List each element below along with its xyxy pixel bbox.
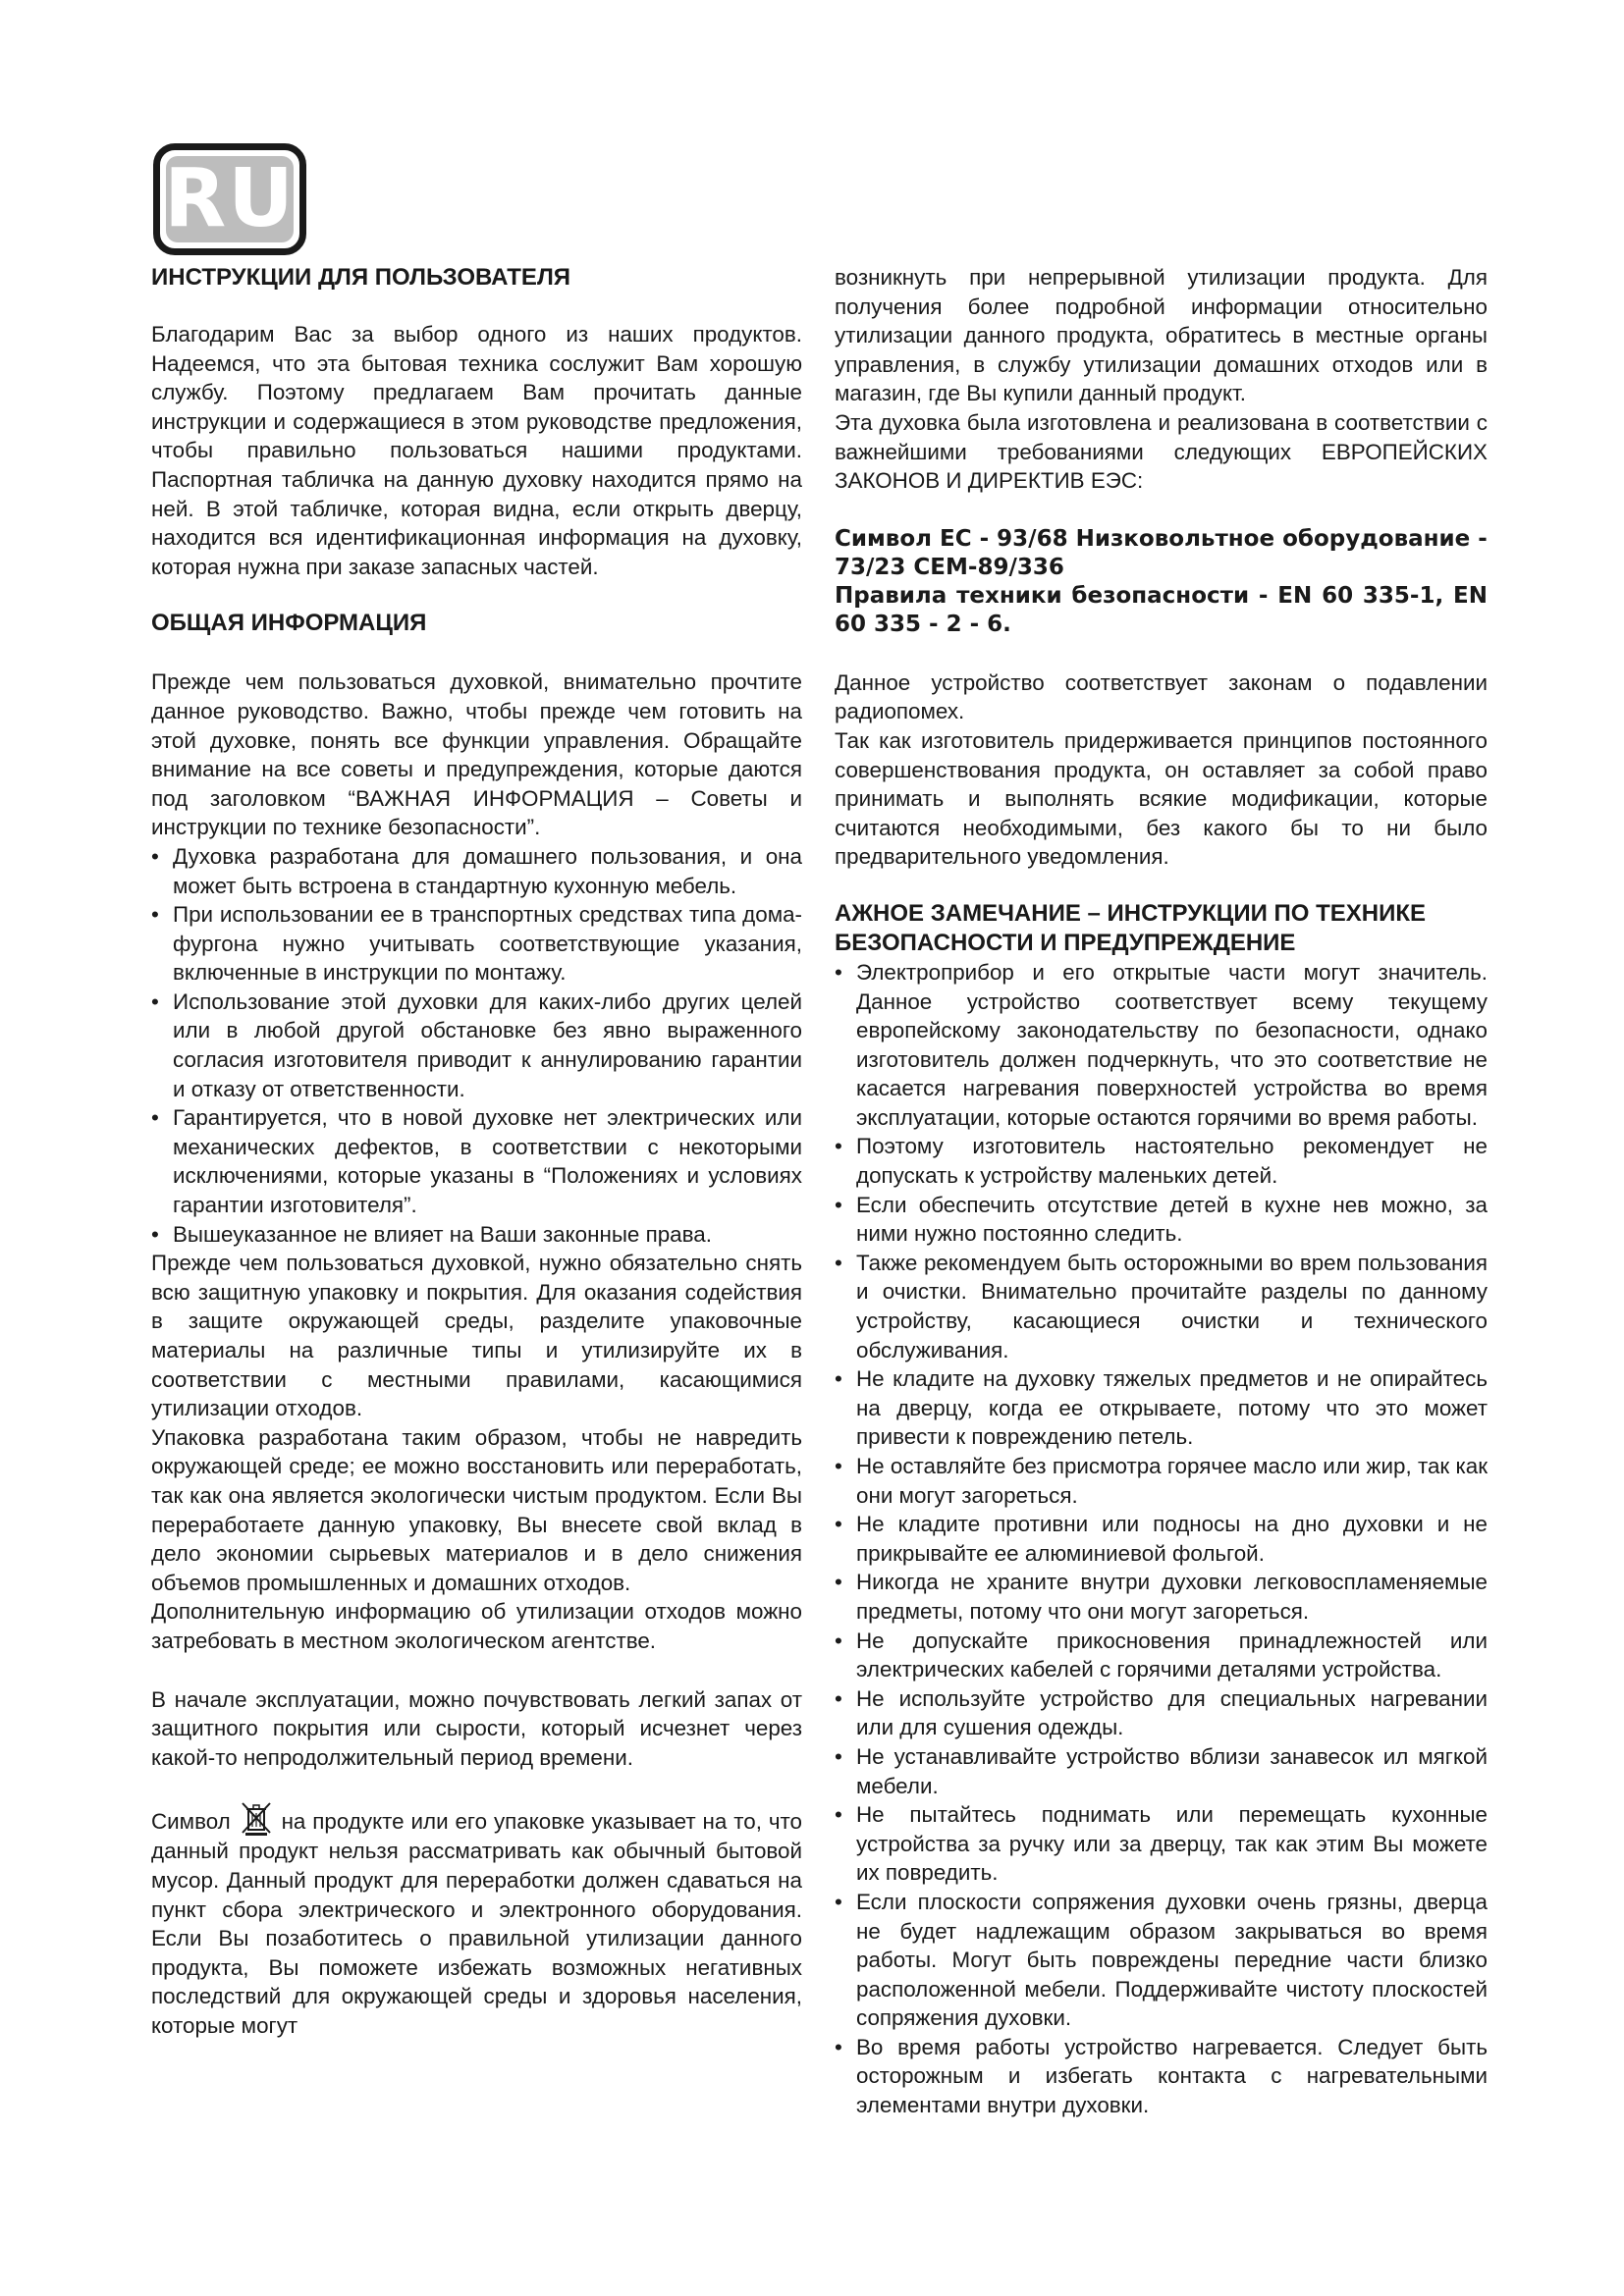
- conformity-paragraph: Эта духовка была изготовлена и реализована в соответствии с важнейшими требованиями следующих ЕВРОПЕЙСКИХ ЗАКОНОВ И ДИРЕКТИВ ЕЭС:: [835, 409, 1488, 494]
- radio-interference-paragraph: Данное устройство соответствует законам о подавлении радиопомех.: [835, 669, 1488, 724]
- left-column: [151, 263, 802, 2040]
- general-info-paragraph: Прежде чем пользоваться духовкой, внимательно прочтите данное руководство. Важно, чтобы прежде чем готовить на этой духовке, понять все функции управления. Обращайте внимание на все советы и предупреждения, которые даются под заголовком “ВАЖНАЯ ИНФОРМАЦИЯ – Советы и инструкции по технике безопасности”.: [151, 669, 802, 840]
- language-badge-label: RU: [164, 152, 296, 245]
- list-item: • Не пытайтесь поднимать или перемещать кухонные устройства за ручку или за дверцу, так как этим Вы можете их повредить.: [835, 1800, 1488, 1888]
- heading-safety-warnings: АЖНОЕ ЗАМЕЧАНИЕ – ИНСТРУКЦИИ ПО ТЕХНИКЕ БЕЗОПАСНОСТИ И ПРЕДУПРЕЖДЕНИЕ: [835, 899, 1426, 956]
- list-item: • Не оставляйте без присмотра горячее масло или жир, так как они могут загореться.: [835, 1452, 1488, 1510]
- directive-line-1: Символ ЕС - 93/68 Низковольтное оборудование - 73/23 CEM-89/336: [835, 525, 1488, 580]
- weee-text-before: Символ: [151, 1809, 231, 1835]
- list-item: • Во время работы устройство нагревается. Следует быть осторожным и избегать контакта с нагревательными элементами внутри духовки.: [835, 2033, 1488, 2120]
- intro-paragraph: Благодарим Вас за выбор одного из наших продуктов. Надеемся, что эта бытовая техника сослужит Вам хорошую службу. Поэтому предлагаем Вам прочитать данные инструкции и содержащиеся в этом руководстве предложения, чтобы правильно пользоваться нашими продуктами. Паспортная табличка на данную духовку находится прямо на ней. В этой табличке, которая видна, если открыть дверцу, находится вся идентификационная информация на духовку, которая нужна при заказе запасных частей.: [151, 322, 802, 579]
- rights-list: [151, 1220, 802, 1250]
- packaging-paragraph-1: Прежде чем пользоваться духовкой, нужно обязательно снять всю защитную упаковку и покрытия. Для оказания содействия в защите окружающей среды, разделите упаковочные материалы на различные типы и утилизируйте их в соответствии с местными правилами, касающимися утилизации отходов.: [151, 1251, 802, 1421]
- list-item: • При использовании ее в транспортных средствах типа дома-фургона нужно учитывать соответствующие указания, включенные в инструкции по монтажу.: [151, 900, 802, 988]
- list-item: • Поэтому изготовитель настоятельно рекомендует не допускать к устройству маленьких детей.: [835, 1132, 1488, 1190]
- packaging-paragraph-3: Дополнительную информацию об утилизации отходов можно затребовать в местном экологическом агентстве.: [151, 1599, 802, 1653]
- list-item: • Если плоскости сопряжения духовки очень грязны, дверца не будет надлежащим образом закрываться во время работы. Могут быть повреждены передние части близко расположенной мебели. Поддерживайте чистоту плоскостей сопряжения духовки.: [835, 1888, 1488, 2033]
- right-column: [835, 263, 1488, 2120]
- list-item: • Вышеуказанное не влияет на Ваши законные права.: [151, 1220, 802, 1250]
- disposal-continuation-paragraph: возникнуть при непрерывной утилизации продукта. Для получения более подробной информации относительно утилизации данного продукта, обратитесь в местные органы управления, в службу утилизации домашних отходов или в магазин, где Вы купили данный продукт.: [835, 265, 1488, 406]
- weee-text-after: на продукте или его упаковке указывает на то, что данный продукт нельзя рассматривать как обычный бытовой мусор. Данный продукт для переработки должен сдаваться на пункт сбора электрического и электронного оборудования. Если Вы позаботитесь о правильной утилизации данного продукта, Вы поможете избежать возможных негативных последствий для окружающей среды и здоровья населения, которые могут: [151, 1809, 802, 2038]
- directive-line-2: Правила техники безопасности - EN 60 335-1, EN 60 335 - 2 - 6.: [835, 582, 1488, 637]
- list-item: • Не кладите противни или подносы на дно духовки и не прикрывайте ее алюминиевой фольгой.: [835, 1510, 1488, 1568]
- policy-paragraph: Так как изготовитель придерживается принципов постоянного совершенствования продукта, он оставляет за собой право принимать и выполнять всякие модификации, которые считаются необходимыми, без какого бы то ни было предварительного уведомления.: [835, 727, 1488, 870]
- heading-user-instructions: ИНСТРУКЦИИ ДЛЯ ПОЛЬЗОВАТЕЛЯ: [151, 264, 571, 291]
- language-badge: [153, 143, 306, 255]
- crossed-bin-icon: [240, 1801, 273, 1837]
- list-item: • Не устанавливайте устройство вблизи занавесок ил мягкой мебели.: [835, 1742, 1488, 1800]
- list-item: • Использование этой духовки для каких-либо других целей или в любой другой обстановке без явно выраженного согласия изготовителя приводит к аннулированию гарантии и отказу от ответственности.: [151, 988, 802, 1103]
- list-item: • Духовка разработана для домашнего пользования, и она может быть встроена в стандартную кухонную мебель.: [151, 842, 802, 900]
- list-item: • Электроприбор и его открытые части могут значитель. Данное устройство соответствует всему текущему европейскому законодательству по безопасности, однако изготовитель должен подчеркнуть, что это соответствие не касается нагревания поверхностей устройства во время эксплуатации, которые остаются горячими во время работы.: [835, 958, 1488, 1133]
- list-item: • Также рекомендуем быть осторожными во врем пользования и очистки. Внимательно прочитайте разделы по данному устройству, касающиеся очистки и технического обслуживания.: [835, 1249, 1488, 1364]
- weee-paragraph: [151, 1801, 802, 2040]
- safety-list: [835, 958, 1488, 2120]
- list-item: • Не допускайте прикосновения принадлежностей или электрических кабелей с горячими деталями устройства.: [835, 1627, 1488, 1684]
- list-item: • Не используйте устройство для специальных нагревании или для сушения одежды.: [835, 1684, 1488, 1742]
- packaging-paragraph-2: Упаковка разработана таким образом, чтобы не навредить окружающей среде; ее можно восстановить или переработать, так как она является экологически чистым продуктом. Если Вы переработаете данную упаковку, Вы внесете свой вклад в дело экономии сырьевых материалов и в дело снижения объемов промышленных и домашних отходов.: [151, 1424, 802, 1595]
- list-item: • Гарантируется, что в новой духовке нет электрических или механических дефектов, в соответствии с некоторыми исключениями, которые указаны в “Положениях и условиях гарантии изготовителя”.: [151, 1103, 802, 1219]
- list-item: • Никогда не храните внутри духовки легковоспламеняемые предметы, потому что они могут загореться.: [835, 1568, 1488, 1626]
- general-info-list: [151, 842, 802, 1220]
- list-item: • Если обеспечить отсутствие детей в кухне нев можно, за ними нужно постоянно следить.: [835, 1191, 1488, 1249]
- first-use-paragraph: В начале эксплуатации, можно почувствовать легкий запах от защитного покрытия или сырости, который исчезнет через какой-то непродолжительный период времени.: [151, 1686, 802, 1770]
- list-item: • Не кладите на духовку тяжелых предметов и не опирайтесь на дверцу, когда ее открываете, потому что это может привести к повреждению петель.: [835, 1364, 1488, 1452]
- heading-general-info: ОБЩАЯ ИНФОРМАЦИЯ: [151, 610, 427, 637]
